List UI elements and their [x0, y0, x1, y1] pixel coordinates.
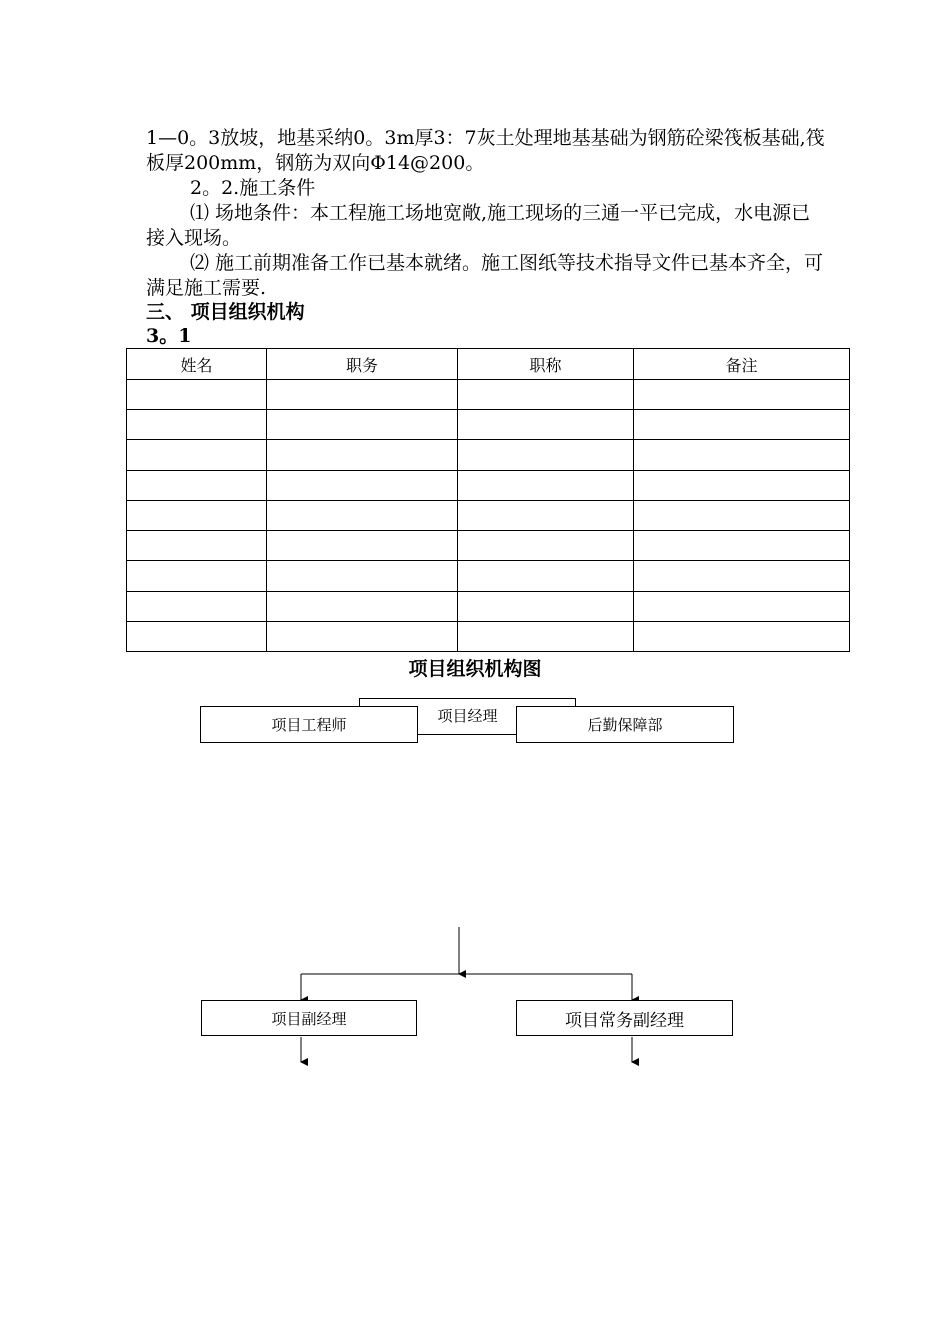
logistics-label: 后勤保障部: [587, 716, 663, 734]
executive-deputy-box: [516, 1000, 733, 1036]
header-remark: 备注: [634, 349, 850, 380]
org-chart-title: 项目组织机构图: [408, 658, 542, 680]
section-3-1-heading: 3。1: [146, 325, 192, 347]
section-3-heading: 三、 项目组织机构: [146, 301, 305, 323]
deputy-manager-label: 项目副经理: [271, 1009, 347, 1028]
header-title: 职称: [458, 349, 634, 380]
project-manager-label: 项目经理: [437, 707, 498, 725]
site-condition-item: ⑴ 场地条件：本工程施工场地宽敞,施工现场的三通一平已完成，水电源已接入现场。: [146, 202, 811, 249]
header-name: 姓名: [127, 349, 267, 380]
project-engineer-box: [200, 706, 418, 743]
executive-deputy-label: 项目常务副经理: [565, 1010, 684, 1031]
logistics-box: [516, 706, 734, 743]
intro-paragraph: 1—0。3放坡，地基采纳0。3m厚3：7灰土处理地基基础为钢筋砼梁筏板基础,筏板厚200mm，钢筋为双向Φ14@200。: [146, 127, 825, 174]
section-2-2-heading: 2。2.施工条件: [190, 177, 316, 199]
project-engineer-label: 项目工程师: [271, 716, 347, 734]
preparation-item: ⑵ 施工前期准备工作已基本就绪。施工图纸等技术指导文件已基本齐全，可满足施工需要.: [146, 252, 824, 299]
deputy-manager-box: [201, 1000, 417, 1036]
header-position: 职务: [267, 349, 458, 380]
